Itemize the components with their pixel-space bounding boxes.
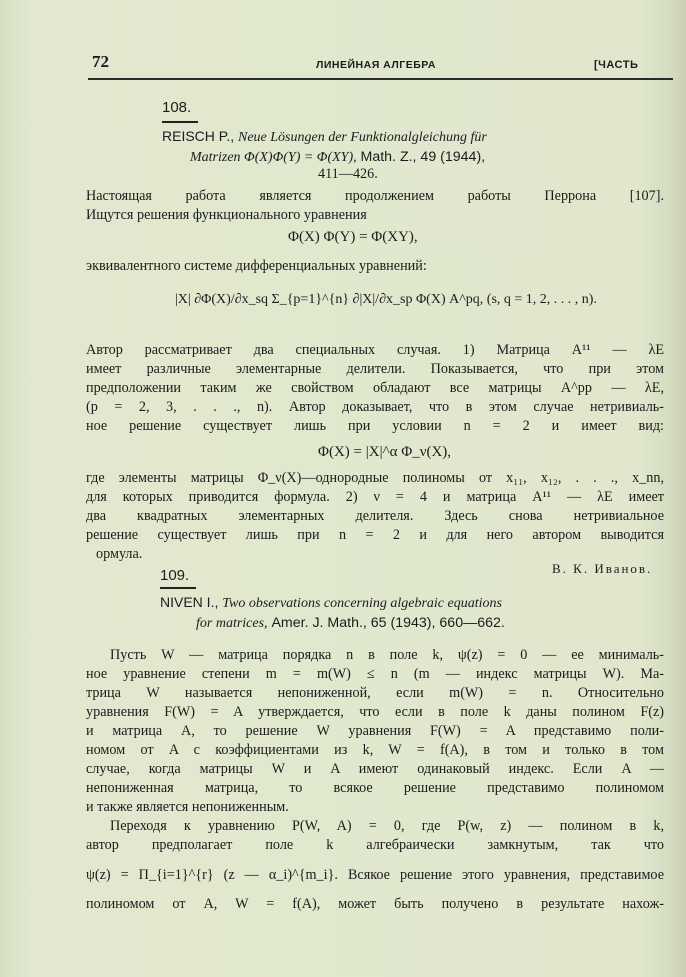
- paragraph-line: предположении таким же свойством обладают все матрицы A^pp — λE,: [86, 380, 664, 396]
- paragraph-line: Переходя к уравнению P(W, A) = 0, где P(w, z) — полином в k,: [110, 818, 664, 834]
- reference-author: REISCH P.,: [162, 128, 235, 144]
- paragraph-line: Пусть W — матрица порядка n в поле k, ψ(z) = 0 — ее минималь-: [110, 647, 664, 663]
- reference-109-line1: [160, 594, 502, 612]
- paragraph-line: эквивалентного системе дифференциальных уравнений:: [86, 258, 427, 274]
- reference-109-line2: [196, 614, 505, 632]
- formula-solution: Φ(X) = |X|^α Φ_ν(X),: [318, 444, 452, 460]
- paragraph-line: уравнения F(W) = A утверждается, что если в поле k даны полином F(z): [86, 704, 664, 720]
- reference-journal: Amer. J. Math., 65 (1943), 660—662.: [271, 615, 505, 631]
- paragraph-line: и также является непониженным.: [86, 799, 289, 815]
- paragraph-line: для которых приводится формула. 2) ν = 4 и матрица A¹¹ — λE имеет: [86, 489, 664, 505]
- paragraph-line: непониженная матрица, то всякое решение представимо полиномом: [86, 780, 664, 796]
- reviewer-signature: В. К. Иванов.: [552, 561, 653, 576]
- paragraph-line: автор предполагает поле k алгебраически замкнутым, так что: [86, 837, 664, 853]
- reference-title-cont: Matrizen Φ(X)Φ(Y) = Φ(XY),: [190, 150, 357, 165]
- reference-108-line2: [190, 148, 485, 166]
- paragraph-line: имеет различные элементарные делители. Показывается, что при этом: [86, 361, 664, 377]
- paragraph-line: ное уравнение степени m = m(W) ≤ n (m — индекс матрицы W). Ма-: [86, 666, 664, 682]
- formula-functional-equation: Φ(X) Φ(Y) = Φ(XY),: [288, 229, 418, 245]
- entry-number-109: 109.: [160, 567, 190, 584]
- reference-title-cont: for matrices,: [196, 616, 268, 631]
- paragraph-line: где элементы матрицы Φ_ν(X)—однородные полиномы от x₁₁, x₁₂, . . ., x_nn,: [86, 470, 664, 486]
- paragraph-line: ное решение существует лишь при условии n = 2 и имеет вид:: [86, 418, 664, 434]
- paragraph-line: ормула.: [96, 546, 143, 562]
- paragraph-line: случае, когда матрицы W и A имеют одинаковый индекс. Если A —: [86, 761, 664, 777]
- reference-journal: Math. Z., 49 (1944),: [360, 149, 486, 165]
- reference-pages: 411—426.: [318, 166, 378, 182]
- header-rule: [88, 78, 673, 80]
- paragraph-line: номом от A с коэффициентами из k, W = f(A), в том и только в том: [86, 742, 664, 758]
- page-number: 72: [92, 52, 109, 71]
- entry-rule: [162, 121, 198, 123]
- paragraph-line: трица W называется непониженной, если m(W) = n. Относительно: [86, 685, 664, 701]
- paragraph-line: (p = 2, 3, . . ., n). Автор доказывает, что в этом случае нетривиаль-: [86, 399, 664, 415]
- reference-title: Neue Lösungen der Funktionalgleichung für: [238, 130, 487, 145]
- paragraph-line: полиномом от A, W = f(A), может быть получено в результате нахож-: [86, 896, 664, 912]
- formula-differential-system: |X| ∂Φ(X)/∂x_sq Σ_{p=1}^{n} ∂|X|/∂x_sp Φ(X) A^pq, (s, q = 1, 2, . . . , n).: [175, 292, 597, 307]
- formula-line: ψ(z) = Π_{i=1}^{r} (z — α_i)^{m_i}. Всякое решение этого уравнения, представимое: [86, 867, 664, 883]
- part-label: [ЧАСТЬ: [594, 59, 639, 71]
- paragraph-line: решение существует лишь при n = 2 и для него автором выводится: [86, 527, 664, 543]
- reference-title: Two observations concerning algebraic equations: [222, 596, 502, 611]
- entry-rule: [160, 587, 196, 589]
- reference-108-line1: [162, 128, 487, 146]
- paragraph-line: два квадратных элементарных делителя. Здесь снова нетривиальное: [86, 508, 664, 524]
- paragraph-line: Ищутся решения функционального уравнения: [86, 207, 367, 223]
- entry-number-108: 108.: [162, 99, 192, 116]
- paragraph-line: Автор рассматривает два специальных случая. 1) Матрица A¹¹ — λE: [86, 342, 664, 358]
- paragraph-line: Настоящая работа является продолжением работы Перрона [107].: [86, 188, 664, 204]
- paragraph-line: и матрица A, то решение W уравнения F(W) = A представимо поли-: [86, 723, 664, 739]
- reference-author: NIVEN I.,: [160, 594, 219, 610]
- running-title: ЛИНЕЙНАЯ АЛГЕБРА: [316, 59, 436, 71]
